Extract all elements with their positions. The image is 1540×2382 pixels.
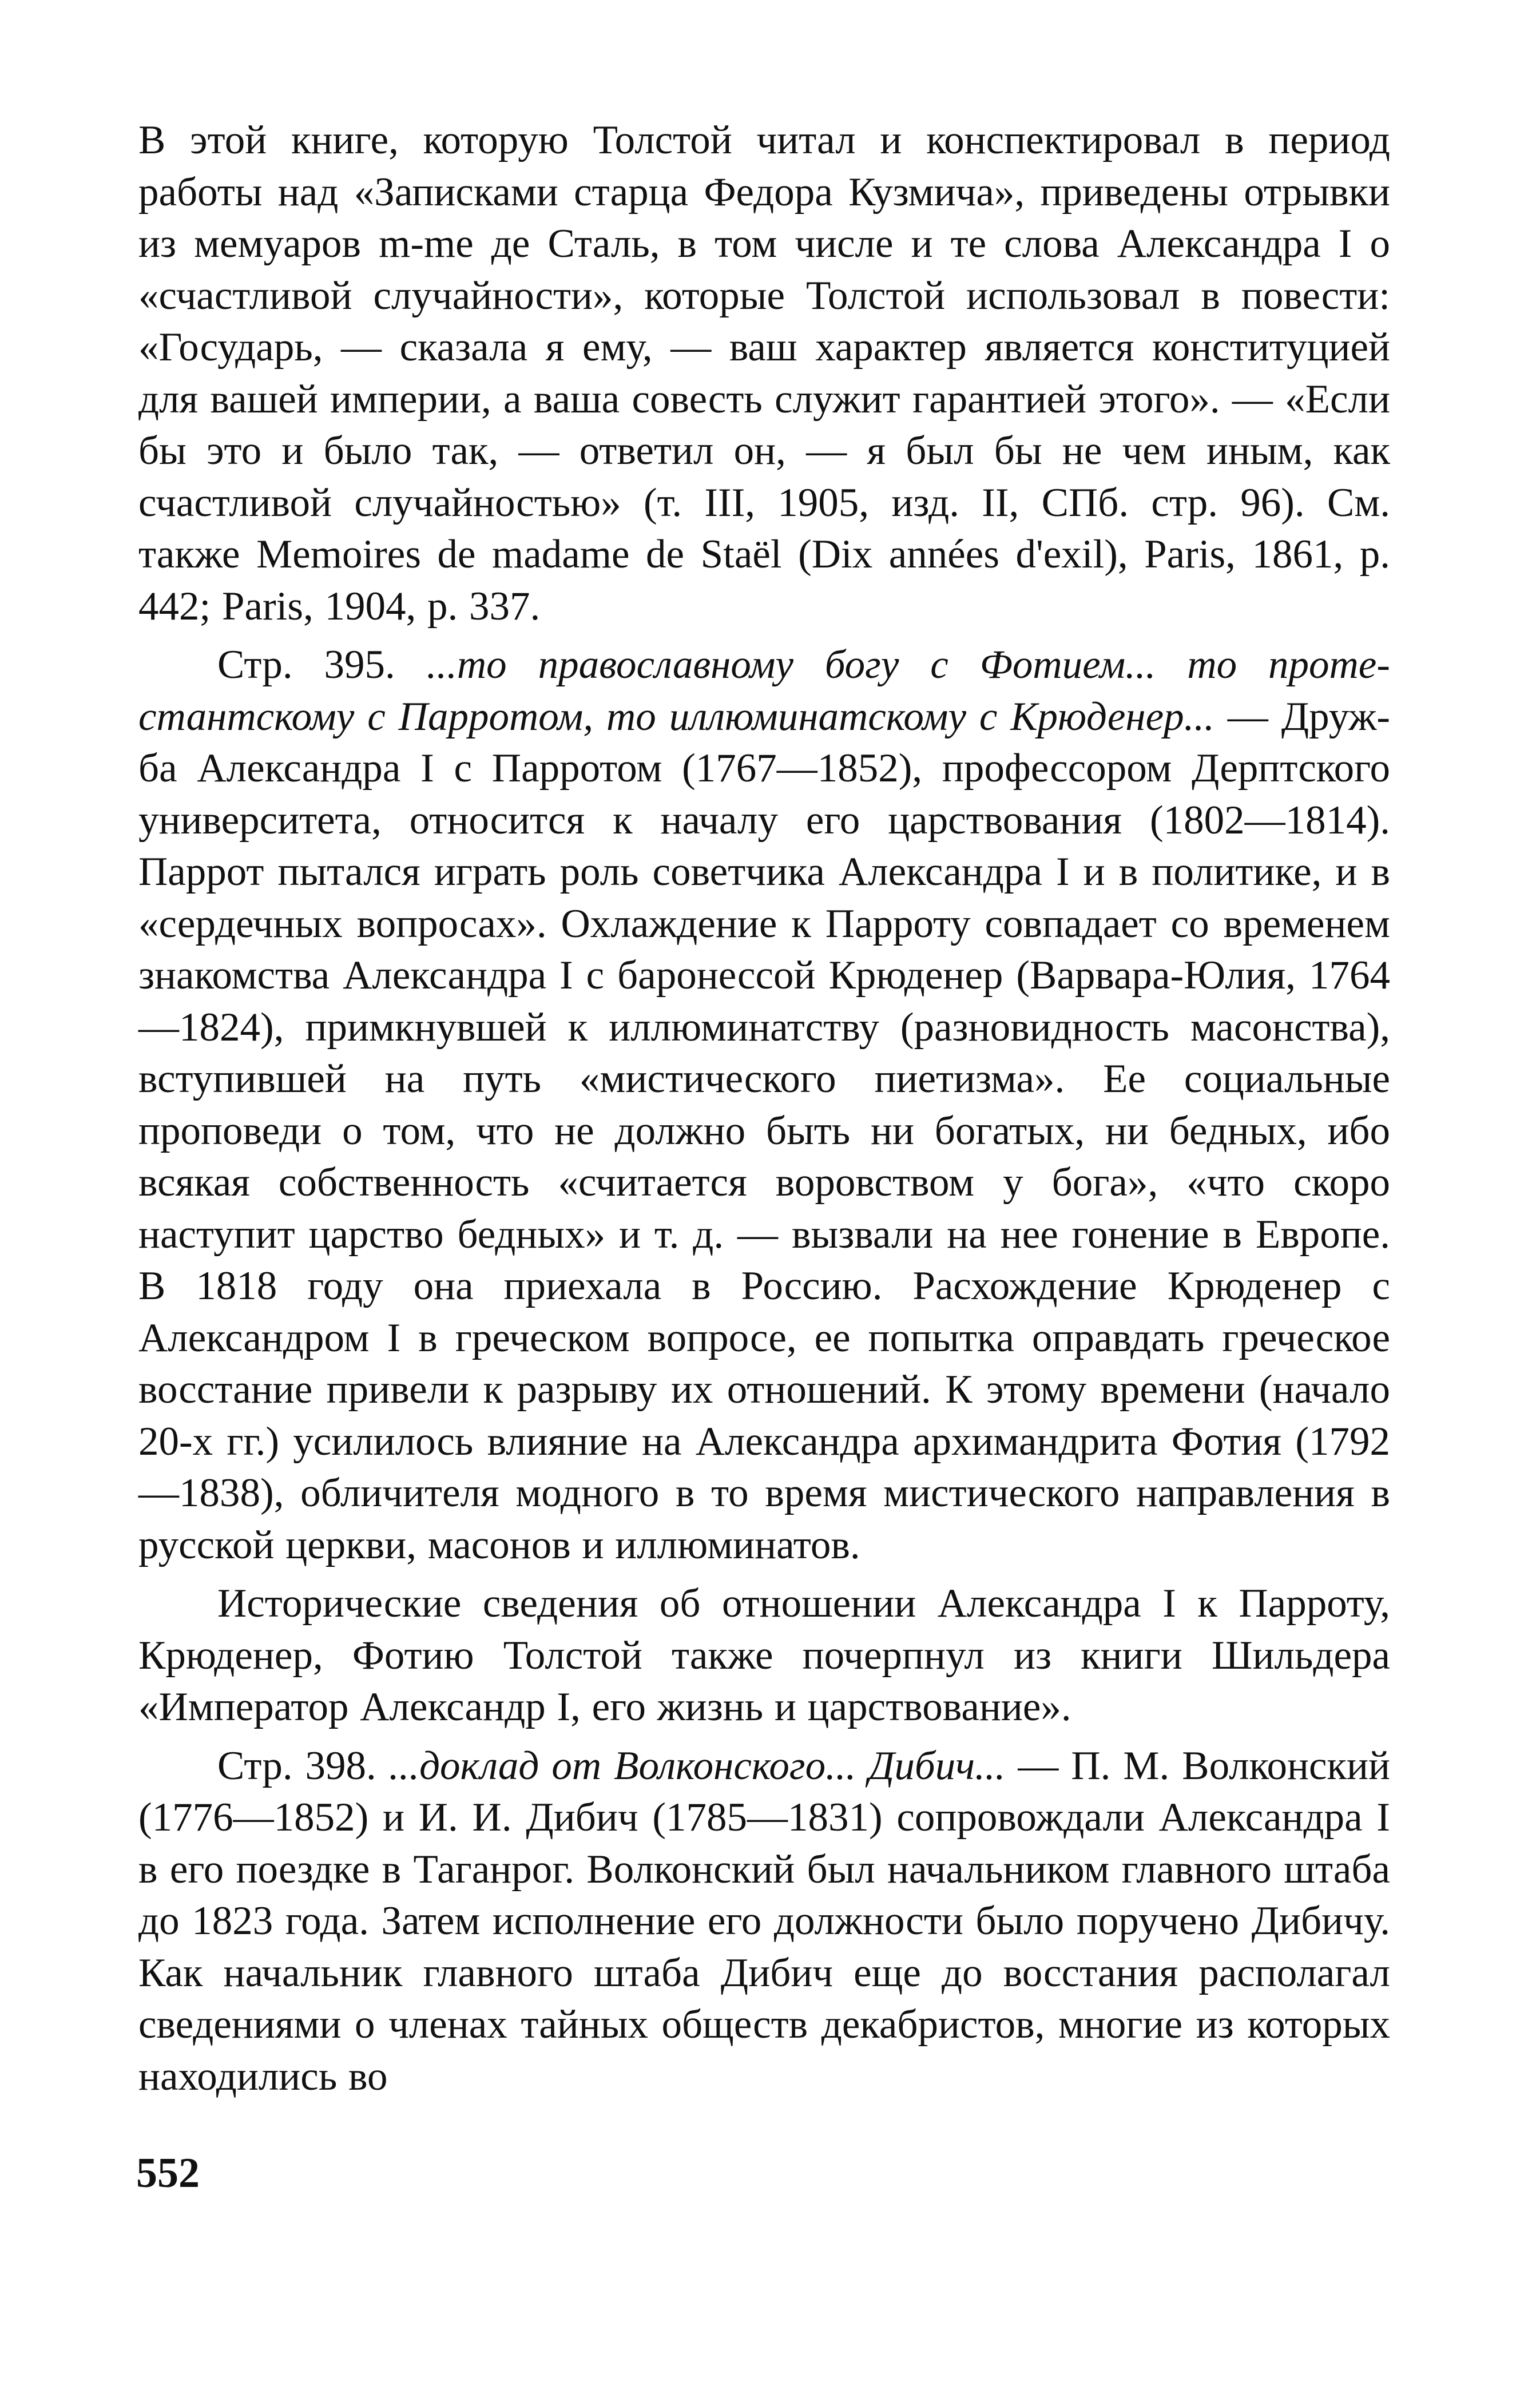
paragraph-stael-memoirs [138, 114, 1390, 632]
page-number: 552 [136, 2150, 200, 2197]
paragraph-text: — Дружба Александра I с Парротом (1767—1852), профессором Дерптского университета, относится к началу его царствования (1802—1814). Паррот пытался играть роль советчика Александра I и в политике, и в «сердечных вопросах». Охлаждение к Парроту совпадает со временем знакомства Александра I с баронессой Крюденер (Варвара-Юлия, 1764—1824), примкнувшей к иллюминатству (разновидность масонства), вступившей на путь «мистического пиетизма». Ее социальные проповеди о том, что не должно быть ни богатых, ни бедных, ибо всякая собственность «считается воровством у бога», «что скоро наступит царство бедных» и т. д. — вызвали на нее гонение в Европе. В 1818 году она приехала в Россию. Расхождение Крюденер с Александром I в греческом вопросе, ее попытка оправдать греческое восстание привели к разрыву их отношений. К этому времени (начало 20-х гг.) усилилось влияние на Александра архимандрита Фотия (1792—1838), обличителя модного в то время мистического направления в русской церкви, масонов и иллюминатов. [138, 694, 1390, 1567]
page-body [138, 114, 1390, 2102]
quoted-phrase: ...то православному богу с Фотием... то протестантскому с Парротом, то иллюминатскому с Крюденер... [138, 642, 1390, 739]
page-reference: Стр. 398. [217, 1743, 389, 1788]
paragraph-historical-sources [138, 1578, 1390, 1733]
paragraph-text: Исторические сведения об отношении Александра I к Парроту, Крюденер, Фотию Толстой также почерпнул из книги Шильдера «Император Александр I, его жизнь и царствование». [138, 1581, 1390, 1729]
paragraph-page-398-note [138, 1740, 1390, 2103]
quoted-phrase: ...доклад от Волконского... Дибич... [388, 1743, 1006, 1788]
page-reference: Стр. 395. [217, 642, 427, 687]
paragraph-text: — П. М. Волконский (1776—1852) и И. И. Дибич (1785—1831) сопровождали Александра I в его поездке в Таганрог. Волконский был начальником главного штаба до 1823 года. Затем исполнение его должности было поручено Дибичу. Как начальник главного штаба Дибич еще до восстания располагал сведениями о членах тайных обществ декабристов, многие из которых находились во [138, 1743, 1390, 2099]
paragraph-text: В этой книге, которую Толстой читал и конспектировал в период работы над «Записками старца Федора Кузмича», приведены отрывки из мемуаров m-me де Сталь, в том числе и те слова Александра I о «счастливой случайности», которые Толстой использовал в повести: «Государь, — сказала я ему, — ваш характер является конституцией для вашей империи, а ваша совесть служит гарантией этого». — «Если бы это и было так, — ответил он, — я был бы не чем иным, как счастливой случайностью» (т. III, 1905, изд. II, СПб. стр. 96). См. также Memoires de madame de Staël (Dix années d'exil), Paris, 1861, p. 442; Paris, 1904, p. 337. [138, 118, 1390, 629]
paragraph-page-395-note [138, 639, 1390, 1571]
